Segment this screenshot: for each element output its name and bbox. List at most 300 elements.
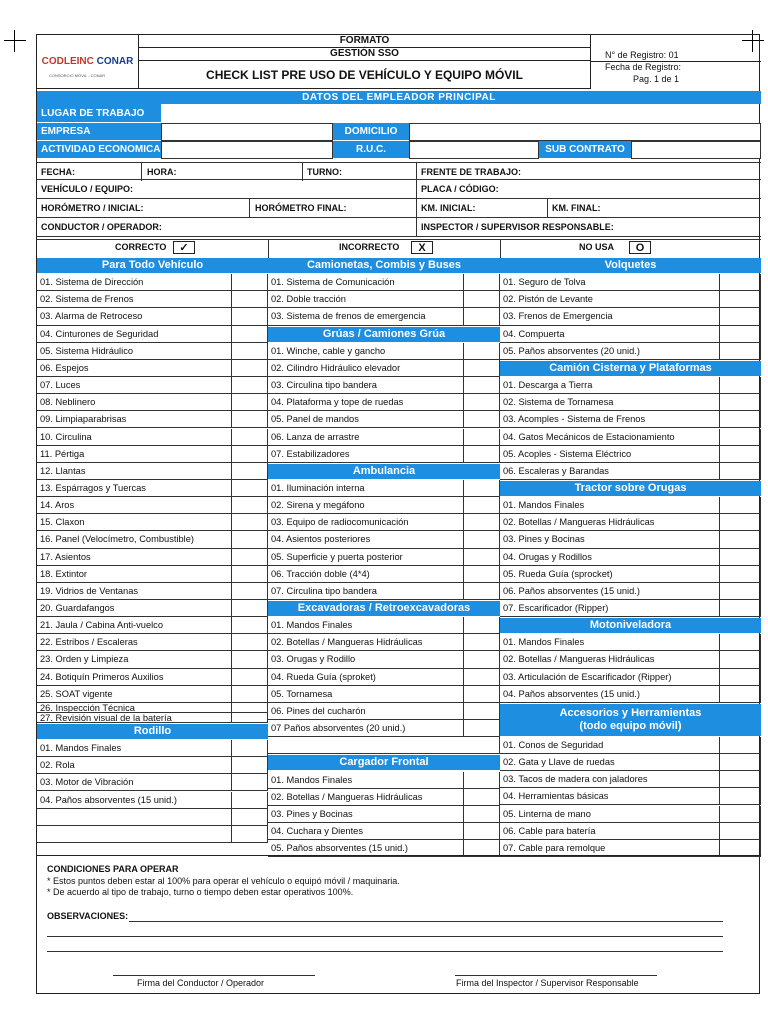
checklist-item (500, 583, 761, 600)
checklist-item (500, 274, 761, 291)
checklist-item-label: 01. Mandos Finales (503, 500, 585, 511)
checklist-item-label: 15. Claxon (40, 517, 85, 528)
check-cell[interactable] (463, 394, 464, 411)
checklist-item-label: 14. Aros (40, 500, 75, 511)
no-usa-circle-icon: O (629, 241, 651, 254)
checklist-item (268, 617, 500, 634)
checklist-item-label: 03. Equipo de radiocomunicación (271, 517, 409, 528)
check-cell[interactable] (719, 806, 720, 823)
checklist-item-label: 04. Herramientas básicas (503, 791, 609, 802)
firma-conductor-label: Firma del Conductor / Operador (137, 978, 265, 988)
page-title: CHECK LIST PRE USO DE VEHÍCULO Y EQUIPO MÓVIL (139, 61, 591, 89)
check-cell[interactable] (463, 480, 464, 497)
check-cell[interactable] (231, 497, 232, 514)
info-row-2 (37, 180, 761, 199)
section-header: Camionetas, Combis y Buses (268, 258, 500, 273)
check-cell[interactable] (231, 740, 232, 757)
check-cell[interactable] (463, 617, 464, 634)
checklist-item (37, 566, 268, 583)
checklist-item (37, 740, 268, 757)
checklist-item (37, 600, 268, 617)
condicion-2: * De acuerdo al tipo de trabajo, turno o tiempo deben estar operativos 100%. (47, 887, 354, 897)
check-cell[interactable] (231, 480, 232, 497)
checklist-item (500, 549, 761, 566)
checklist-item (37, 343, 268, 360)
check-cell[interactable] (719, 274, 720, 291)
checklist-item (500, 497, 761, 514)
checklist-item (268, 686, 500, 703)
check-cell[interactable] (231, 792, 232, 809)
checklist-item-label: 03. Articulación de Escarificador (Ripper) (503, 671, 672, 682)
checklist-item (500, 669, 761, 686)
checklist-item (37, 792, 268, 809)
checklist-item-label: 01. Sistema de Comunicación (271, 277, 395, 288)
checklist-item-label: 19. Vidrios de Ventanas (40, 585, 139, 596)
checklist-item-label: 17. Asientos (40, 551, 91, 562)
section-header: Para Todo Vehículo (37, 258, 268, 273)
checklist-item-label: 03. Pines y Bocinas (503, 534, 585, 545)
checklist-item (268, 566, 500, 583)
actividad-label: ACTIVIDAD ECONOMICA (37, 141, 161, 158)
checklist-item (37, 497, 268, 514)
check-cell[interactable] (231, 583, 232, 600)
checklist-item (500, 308, 761, 325)
checklist-item (37, 326, 268, 343)
check-cell[interactable] (231, 617, 232, 634)
checklist-item-label: 07. Luces (40, 380, 81, 391)
check-cell[interactable] (463, 686, 464, 703)
checklist-item (37, 826, 268, 843)
checklist-item-label: 05. Paños absorventes (15 unid.) (271, 843, 408, 854)
check-cell[interactable] (463, 531, 464, 548)
checklist-item-label: 06. Paños absorventes (15 unid.) (503, 585, 640, 596)
section-header: Volquetes (500, 258, 761, 273)
checklist-item (37, 634, 268, 651)
check-cell[interactable] (231, 809, 232, 826)
checklist-item-label: 10. Circulina (40, 431, 92, 442)
checklist-item (37, 774, 268, 791)
checklist-item (500, 788, 761, 805)
observaciones-line-2[interactable] (47, 936, 723, 937)
fecha-label: FECHA: (41, 167, 75, 177)
check-cell[interactable] (231, 686, 232, 703)
checklist-item (500, 771, 761, 788)
check-cell[interactable] (719, 651, 720, 668)
checklist-item-label: 13. Espárragos y Tuercas (40, 482, 146, 493)
checklist-item-label: 01. Mandos Finales (40, 743, 122, 754)
check-cell[interactable] (463, 789, 464, 806)
checklist-item-label: 05. Sistema Hidráulico (40, 345, 134, 356)
checklist-item (500, 514, 761, 531)
checklist-item (268, 274, 500, 291)
checklist-item-label: 04. Plataforma y tope de ruedas (271, 397, 404, 408)
checklist-item-label: 24. Botiquín Primeros Auxilios (40, 671, 164, 682)
subcontrato-label: SUB CONTRATO (539, 141, 631, 158)
checklist-item (37, 291, 268, 308)
checklist-item-label: 02. Doble tracción (271, 294, 346, 305)
info-row-1 (37, 162, 761, 180)
check-cell[interactable] (719, 291, 720, 308)
check-cell[interactable] (231, 326, 232, 343)
check-cell[interactable] (463, 429, 464, 446)
checklist-item-label: 09. Limpiaparabrisas (40, 414, 127, 425)
checklist-item (268, 411, 500, 428)
checklist-item (268, 377, 500, 394)
check-cell[interactable] (463, 308, 464, 325)
checklist-item (37, 480, 268, 497)
employer-heading: DATOS DEL EMPLEADOR PRINCIPAL (37, 91, 761, 104)
check-cell[interactable] (231, 429, 232, 446)
check-cell[interactable] (719, 411, 720, 428)
subcontrato-field[interactable] (631, 141, 761, 159)
section-header: Cargador Frontal (268, 755, 500, 770)
checklist-item-label: 04. Compuerta (503, 328, 565, 339)
check-cell[interactable] (463, 703, 464, 720)
frente-label: FRENTE DE TRABAJO: (421, 167, 522, 177)
checklist-item-label: 02. Sistema de Frenos (40, 294, 134, 305)
check-cell[interactable] (463, 634, 464, 651)
check-cell[interactable] (463, 669, 464, 686)
checklist-item-label: 04. Paños absorventes (15 unid.) (40, 794, 177, 805)
blank-row (268, 737, 500, 754)
checklist-item (37, 809, 268, 826)
checklist-item (500, 394, 761, 411)
check-cell[interactable] (719, 377, 720, 394)
checklist-item (268, 480, 500, 497)
checklist-item-label: 01. Mandos Finales (271, 774, 353, 785)
checklist-item-label: 05. Acoples - Sistema Eléctrico (503, 448, 632, 459)
checklist-item-label: 06. Lanza de arrastre (271, 431, 360, 442)
check-cell[interactable] (463, 566, 464, 583)
checklist-item-label: 01. Sistema de Dirección (40, 277, 144, 288)
section-header: Camión Cisterna y Plataformas (500, 361, 761, 376)
check-cell[interactable] (463, 651, 464, 668)
checklist-item (37, 394, 268, 411)
crop-mark-top-left (4, 30, 26, 52)
checklist-item-label: 12. Llantas (40, 465, 86, 476)
checklist-item (268, 514, 500, 531)
check-cell[interactable] (463, 446, 464, 463)
logo-text-b: CONAR (96, 56, 134, 67)
check-cell[interactable] (463, 772, 464, 789)
checklist-item-label: 02. Pistón de Levante (503, 294, 593, 305)
inspector-label: INSPECTOR / SUPERVISOR RESPONSABLE: (421, 222, 614, 232)
check-cell[interactable] (231, 394, 232, 411)
check-cell[interactable] (231, 669, 232, 686)
check-cell[interactable] (719, 549, 720, 566)
checklist-item (37, 669, 268, 686)
footer-section (37, 855, 761, 995)
empresa-label: EMPRESA (37, 123, 161, 140)
checklist-item-label: 01. Mandos Finales (271, 620, 353, 631)
check-cell[interactable] (719, 737, 720, 754)
checklist-item-label: 02. Botellas / Mangueras Hidráulicas (271, 637, 423, 648)
checklist-item-label: 02. Botellas / Mangueras Hidráulicas (503, 654, 655, 665)
checklist-item-label: 08. Neblinero (40, 397, 96, 408)
firma-inspector-line[interactable] (455, 975, 657, 976)
checklist-item (268, 446, 500, 463)
check-cell[interactable] (231, 291, 232, 308)
check-cell[interactable] (231, 549, 232, 566)
checklist-item (500, 377, 761, 394)
checklist-item (37, 531, 268, 548)
checklist-item (500, 411, 761, 428)
check-cell[interactable] (719, 771, 720, 788)
check-cell[interactable] (231, 774, 232, 791)
check-cell[interactable] (463, 377, 464, 394)
checklist-item-label: 06. Cable para batería (503, 825, 596, 836)
check-cell[interactable] (231, 757, 232, 774)
checklist-sheet (36, 34, 760, 994)
checklist-item-label: 05. Tornamesa (271, 688, 333, 699)
check-cell[interactable] (463, 274, 464, 291)
check-cell[interactable] (463, 549, 464, 566)
checklist-item (268, 806, 500, 823)
check-cell[interactable] (231, 703, 232, 713)
empresa-field[interactable] (161, 123, 333, 141)
check-cell[interactable] (719, 686, 720, 703)
checklist-item-label: 04. Orugas y Rodillos (503, 551, 592, 562)
checklist-item-label: 02. Botellas / Mangueras Hidráulicas (503, 517, 655, 528)
checklist-item (37, 377, 268, 394)
check-cell[interactable] (463, 343, 464, 360)
checklist-item-label: 04. Gatos Mecánicos de Estacionamiento (503, 431, 675, 442)
check-cell[interactable] (463, 411, 464, 428)
vehiculo-label: VEHÍCULO / EQUIPO: (41, 184, 134, 194)
checklist-item-label: 04. Asientos posteriores (271, 534, 371, 545)
section-header: Accesorios y Herramientas (todo equipo móvil) (500, 704, 761, 736)
check-cell[interactable] (719, 429, 720, 446)
check-cell[interactable] (231, 600, 232, 617)
check-cell[interactable] (231, 446, 232, 463)
section-header: Rodillo (37, 724, 268, 739)
firma-conductor-line[interactable] (113, 975, 315, 976)
check-cell[interactable] (719, 394, 720, 411)
checklist-item-label: 05. Rueda Guía (sprocket) (503, 568, 613, 579)
check-cell[interactable] (463, 823, 464, 840)
conductor-label: CONDUCTOR / OPERADOR: (41, 222, 162, 232)
checklist-item-label: 07. Cable para remolque (503, 842, 606, 853)
checklist-item (268, 360, 500, 377)
check-cell[interactable] (719, 497, 720, 514)
checklist-item-label: 01. Conos de Seguridad (503, 739, 604, 750)
checklist-item-label: 26. Inspección Técnica (40, 702, 135, 713)
check-cell[interactable] (463, 514, 464, 531)
checklist-item (268, 531, 500, 548)
checklist-item (268, 308, 500, 325)
check-cell[interactable] (719, 514, 720, 531)
check-cell[interactable] (719, 326, 720, 343)
check-cell[interactable] (719, 600, 720, 617)
check-cell[interactable] (231, 308, 232, 325)
checklist-item (37, 274, 268, 291)
checklist-item-label: 03. Frenos de Emergencia (503, 311, 613, 322)
checklist-item-label: 11. Pértiga (40, 448, 85, 459)
check-cell[interactable] (719, 583, 720, 600)
checklist-item-label: 07. Escarificador (Ripper) (503, 603, 609, 613)
checklist-item (37, 583, 268, 600)
checklist-item-label: 03. Sistema de frenos de emergencia (271, 311, 426, 322)
check-cell[interactable] (719, 308, 720, 325)
section-header: Excavadoras / Retroexcavadoras (268, 601, 500, 616)
section-header: Motoniveladora (500, 618, 761, 633)
checklist-item-label: 22. Estribos / Escaleras (40, 637, 138, 648)
checklist-item (500, 429, 761, 446)
checklist-item (500, 686, 761, 703)
ruc-label: R.U.C. (333, 141, 409, 158)
checklist-item (500, 651, 761, 668)
legend-incorrecto: INCORRECTO (339, 242, 400, 252)
check-cell[interactable] (463, 291, 464, 308)
check-cell[interactable] (231, 411, 232, 428)
checklist-item (268, 429, 500, 446)
checklist-item-label: 21. Jaula / Cabina Anti-vuelco (40, 620, 164, 631)
check-cell[interactable] (463, 497, 464, 514)
horometro-final-label: HORÓMETRO FINAL: (255, 203, 347, 213)
turno-label: TURNO: (307, 167, 342, 177)
legend-no-usa: NO USA (579, 242, 615, 252)
check-cell[interactable] (231, 531, 232, 548)
check-cell[interactable] (231, 826, 232, 843)
checklist-item (37, 411, 268, 428)
check-cell[interactable] (719, 669, 720, 686)
check-cell[interactable] (719, 634, 720, 651)
checklist-item (500, 531, 761, 548)
checklist-item (37, 463, 268, 480)
checklist-item (268, 823, 500, 840)
check-cell[interactable] (231, 377, 232, 394)
checklist-item-label: 05. Panel de mandos (271, 414, 359, 425)
checklist-item (500, 823, 761, 840)
checklist-item (268, 583, 500, 600)
checklist-item (500, 566, 761, 583)
checklist-item-label: 18. Extintor (40, 568, 88, 579)
check-cell[interactable] (231, 514, 232, 531)
checklist-item-label: 01. Seguro de Tolva (503, 277, 586, 288)
section-header: Ambulancia (268, 464, 500, 479)
registro-number: N° de Registro: 01 (591, 50, 761, 62)
checklist-item-label: 02. Cilindro Hidráulico elevador (271, 362, 401, 373)
checklist-item (37, 514, 268, 531)
checklist-item (37, 549, 268, 566)
checklist-item (268, 772, 500, 789)
checklist-item-label: 03. Alarma de Retroceso (40, 311, 143, 322)
horometro-inicial-label: HORÓMETRO / INICIAL: (41, 203, 144, 213)
checklist-item-label: 02. Sistema de Tornamesa (503, 397, 614, 408)
checklist-item (500, 754, 761, 771)
checklist-item-label: 04. Rueda Guía (sproket) (271, 671, 376, 682)
hora-label: HORA: (147, 167, 177, 177)
checklist-item (268, 703, 500, 720)
observaciones-line-3[interactable] (47, 951, 723, 952)
check-cell[interactable] (231, 274, 232, 291)
check-cell[interactable] (719, 823, 720, 840)
checklist-item (37, 429, 268, 446)
check-cell[interactable] (719, 754, 720, 771)
check-cell[interactable] (463, 720, 464, 737)
checklist-item-label: 01. Winche, cable y gancho (271, 345, 386, 356)
checklist-item-label: 02. Sirena y megáfono (271, 500, 365, 511)
check-cell[interactable] (719, 446, 720, 463)
checklist-item-label: 20. Guardafangos (40, 603, 115, 613)
domicilio-field[interactable] (409, 123, 761, 141)
checklist-item (37, 360, 268, 377)
checklist-item (268, 634, 500, 651)
ruc-field[interactable] (409, 141, 539, 159)
checklist-item-label: 07. Circulina tipo bandera (271, 585, 377, 596)
km-final-label: KM. FINAL: (552, 203, 601, 213)
checklist-item (37, 703, 268, 713)
lugar-label: LUGAR DE TRABAJO (37, 104, 161, 122)
registro-date: Fecha de Registro: (605, 62, 682, 72)
check-cell[interactable] (719, 566, 720, 583)
placa-label: PLACA / CÓDIGO: (421, 184, 499, 194)
checklist-item-label: 16. Panel (Velocímetro, Combustible) (40, 534, 194, 545)
checklist-item (500, 326, 761, 343)
checklist-item (268, 549, 500, 566)
check-cell[interactable] (719, 788, 720, 805)
check-cell[interactable] (231, 713, 232, 723)
section-header: Grúas / Camiones Grúa (268, 327, 500, 342)
checklist-item (37, 446, 268, 463)
firma-inspector-label: Firma del Inspector / Supervisor Responsable (456, 978, 639, 988)
checklist-item-label: 03. Orugas y Rodillo (271, 654, 356, 665)
checklist-item (500, 634, 761, 651)
checklist-item-label: 03. Pines y Bocinas (271, 808, 353, 819)
page-number: Pag. 1 de 1 (633, 74, 680, 84)
checklist-item-label: 27. Revisión visual de la batería (40, 712, 172, 723)
check-cell[interactable] (231, 343, 232, 360)
check-cell[interactable] (231, 566, 232, 583)
checklist-item (500, 446, 761, 463)
checklist-item-label: 06. Pines del cucharón (271, 705, 366, 716)
checklist-item-label: 06. Espejos (40, 362, 89, 373)
checklist-item (268, 720, 500, 737)
check-cell[interactable] (231, 463, 232, 480)
check-cell[interactable] (719, 463, 720, 480)
format-label: FORMATO (139, 35, 591, 48)
check-cell[interactable] (231, 634, 232, 651)
checklist-item (268, 651, 500, 668)
checklist-item-label: 23. Orden y Limpieza (40, 654, 129, 665)
incorrect-x-icon: X (411, 241, 433, 254)
check-cell[interactable] (463, 806, 464, 823)
checklist-item-label: 03. Motor de Vibración (40, 777, 134, 788)
checklist-item (268, 343, 500, 360)
checklist-item (37, 308, 268, 325)
checklist-item-label: 03. Acomples - Sistema de Frenos (503, 414, 646, 425)
correct-check-icon: ✓ (173, 241, 195, 254)
checklist-item-label: 07. Estabilizadores (271, 448, 350, 459)
check-cell[interactable] (463, 360, 464, 377)
observaciones-line-1[interactable] (129, 921, 723, 922)
condicion-1: * Estos puntos deben estar al 100% para operar el vehículo o equipó móvil / maquinaria. (47, 876, 400, 886)
checklist-item-label: 04. Cinturones de Seguridad (40, 328, 159, 339)
check-cell[interactable] (463, 583, 464, 600)
checklist-item-label: 01. Mandos Finales (503, 637, 585, 648)
condiciones-title: CONDICIONES PARA OPERAR (47, 864, 179, 874)
checklist-item (268, 394, 500, 411)
checklist-item (268, 789, 500, 806)
checklist-item (500, 463, 761, 480)
check-cell[interactable] (231, 360, 232, 377)
check-cell[interactable] (719, 531, 720, 548)
check-cell[interactable] (719, 343, 720, 360)
check-cell[interactable] (231, 651, 232, 668)
actividad-field[interactable] (161, 141, 333, 159)
info-row-4 (37, 218, 761, 237)
checklist-item-label: 04. Cuchara y Dientes (271, 825, 363, 836)
